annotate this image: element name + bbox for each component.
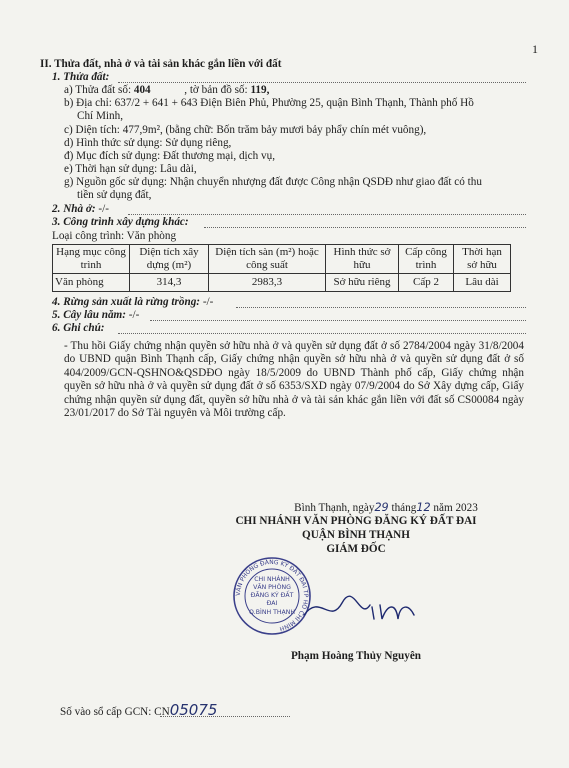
page-number: 1	[532, 42, 538, 56]
date-month: 12	[416, 501, 431, 514]
position-title: GIÁM ĐỐC	[326, 543, 386, 555]
svg-text:VĂN PHÒNG: VĂN PHÒNG	[253, 584, 291, 591]
svg-text:CHI NHÁNH: CHI NHÁNH	[254, 576, 290, 583]
perennial-line	[52, 309, 139, 322]
col-header-item: Hạng mục công trình	[53, 245, 130, 274]
forest-heading: 4. Rừng sản xuất là rừng trồng:	[52, 296, 201, 308]
svg-text:ĐAI: ĐAI	[266, 600, 278, 607]
perennial-heading: 5. Cây lâu năm:	[52, 309, 126, 321]
date-day: 29	[374, 501, 389, 514]
registry-label: Số vào sổ cấp GCN:	[60, 706, 152, 718]
map-number: 119,	[250, 84, 270, 96]
address-line-1: b) Địa chỉ: 637/2 + 641 + 643 Điện Biên Phủ, Phường 25, quận Bình Thạnh, Thành phố Hồ	[64, 97, 474, 109]
section-title: II. Thửa đất, nhà ở và tài sản khác gắn liền với đất	[40, 58, 282, 70]
place-prefix: Bình Thạnh, ngày	[294, 502, 375, 514]
registry-number: 05075	[169, 701, 218, 719]
dotted-line	[204, 227, 526, 228]
col-header-grade: Cấp công trình	[399, 245, 454, 274]
perennial-value: -/-	[128, 309, 140, 321]
origin-line-1: g) Nguồn gốc sử dụng: Nhận chuyển nhượng đất được Công nhận QSDĐ như giao đất có thu	[64, 176, 482, 188]
col-header-term: Thời hạn sở hữu	[454, 245, 511, 274]
cell-floor-area: 2983,3	[209, 274, 326, 292]
handwritten-signature	[300, 585, 420, 635]
usage-term-line: e) Thời hạn sử dụng: Lâu dài,	[64, 163, 197, 175]
agency-line-1: CHI NHÁNH VĂN PHÒNG ĐĂNG KÝ ĐẤT ĐAI	[235, 515, 477, 527]
parcel-prefix: a) Thửa đất số:	[64, 84, 132, 96]
table-header-row	[53, 245, 511, 274]
construction-heading: 3. Công trình xây dựng khác:	[52, 216, 189, 228]
dotted-line	[150, 320, 526, 321]
dotted-line	[118, 82, 526, 83]
svg-text:ĐĂNG KÝ ĐẤT: ĐĂNG KÝ ĐẤT	[250, 592, 294, 599]
notes-heading: 6. Ghi chú:	[52, 322, 105, 334]
map-label: , tờ bản đồ số:	[184, 84, 248, 96]
usage-purpose-line: đ) Mục đích sử dụng: Đất thương mại, dịch vụ,	[64, 150, 276, 162]
notes-text: - Thu hồi Giấy chứng nhận quyền sở hữu nhà ở và quyền sử dụng đất ở số 2784/2004 ngày 31/8/2004 do UBND quận Bình Thạnh cấp, Giấy chứng nhận quyền sở hữu nhà ở và quyền sử dụng đất ở số 404/2009/GCN-QSHNO&QSDĐO ngày 18/5/2009 do UBND Thành phố cấp, Giấy chứng nhận quyền sở hữu nhà ở và quyền sử dụng đất ở số 6353/SXD ngày 07/9/2004 do Sở Xây dựng cấp, Giấy chứng nhận quyền sử dụng đất, quyền sở hữu nhà ở và tài sản khác gắn liền với đất số CS00084 ngày 23/01/2017 do Sở Tài nguyên và Môi trường cấp.	[64, 340, 524, 420]
parcel-number: 404	[133, 84, 151, 96]
registry-prefix: CN	[154, 706, 170, 718]
house-value: -/-	[98, 203, 109, 215]
col-header-build-area: Diện tích xây dựng (m²)	[130, 245, 209, 274]
table-row	[53, 274, 511, 292]
col-header-ownership: Hình thức sở hữu	[326, 245, 399, 274]
cell-ownership: Sở hữu riêng	[326, 274, 399, 292]
svg-text:Q.BÌNH THẠNH: Q.BÌNH THẠNH	[248, 609, 296, 616]
area-line: c) Diện tích: 477,9m², (bằng chữ: Bốn trăm bảy mươi bảy phẩy chín mét vuông),	[64, 124, 427, 136]
month-label: tháng	[391, 502, 417, 514]
signer-name: Phạm Hoàng Thủy Nguyên	[290, 650, 422, 662]
house-line	[52, 203, 109, 216]
land-heading: 1. Thửa đất:	[52, 71, 110, 83]
cell-term: Lâu dài	[454, 274, 511, 292]
dotted-line	[128, 214, 526, 215]
address-line-2: Chí Minh,	[77, 110, 124, 122]
house-heading: 2. Nhà ở:	[52, 203, 96, 215]
cell-build-area: 314,3	[130, 274, 209, 292]
construction-type: Loại công trình: Văn phòng	[52, 230, 177, 242]
origin-line-2: tiền sử dụng đất,	[77, 189, 152, 201]
dotted-line	[236, 307, 526, 308]
forest-value: -/-	[202, 296, 214, 308]
forest-line	[52, 296, 213, 309]
dotted-line	[118, 333, 526, 334]
stamp-ring-text: VĂN PHÒNG ĐĂNG KÝ ĐẤT ĐAI TP HỒ CHÍ MINH	[234, 558, 310, 633]
cell-grade: Cấp 2	[399, 274, 454, 292]
cell-item: Văn phòng	[53, 274, 130, 292]
usage-form-line: d) Hình thức sử dụng: Sử dụng riêng,	[64, 137, 232, 149]
signing-date	[236, 501, 536, 514]
agency-line-2: QUẬN BÌNH THẠNH	[302, 529, 410, 541]
year-label: năm 2023	[433, 502, 478, 514]
dotted-line	[160, 716, 290, 717]
parcel-line	[64, 84, 269, 97]
construction-table	[52, 244, 511, 292]
col-header-floor-area: Diện tích sàn (m²) hoặc công suất	[209, 245, 326, 274]
